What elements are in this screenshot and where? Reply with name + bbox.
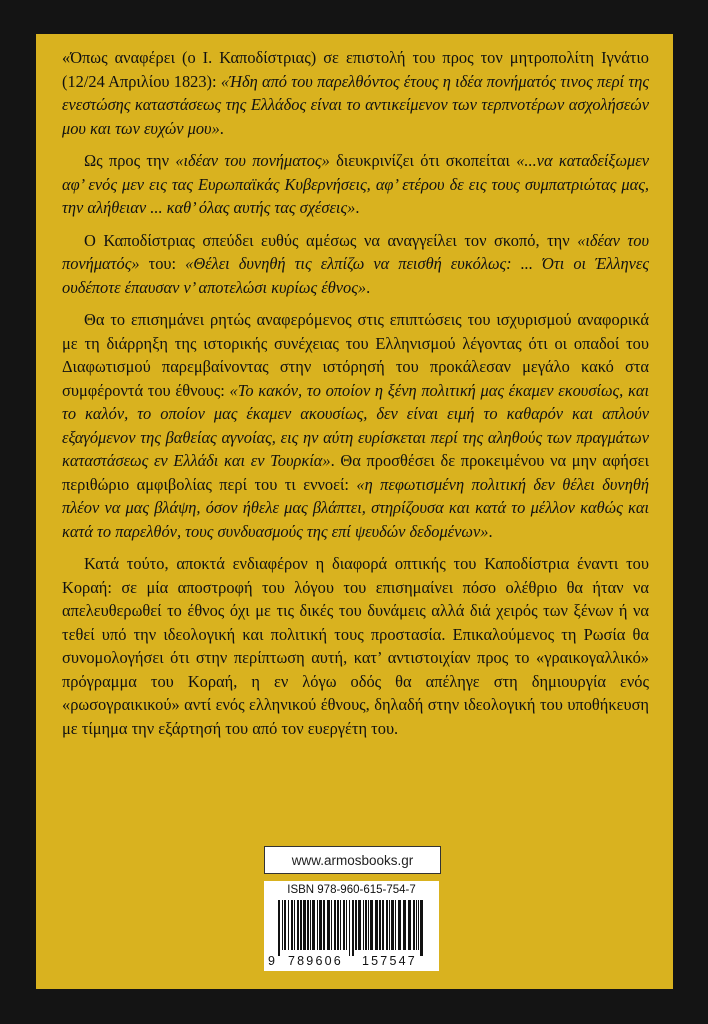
website-url: www.armosbooks.gr <box>291 852 414 868</box>
paragraph <box>62 229 649 300</box>
body-text: διευκρινίζει ότι σκοπείται <box>329 151 517 170</box>
quote-text: «Ήδη από του παρελθόντος έτους η ιδέα πονήματός τινος περί της ενεστώσης καταστάσεως της Ελλάδος είναι το αντικείμενον των τερπνοτέρων ασχολήσεών μου και των ευχών μου» <box>62 71 650 138</box>
body-text: του: <box>139 254 186 273</box>
quote-text: «ιδέαν του πονήματος» <box>175 151 330 170</box>
barcode-digits-left: 789606 <box>288 954 343 968</box>
paragraph <box>62 149 649 220</box>
quote-text: «Το κακόν, το οποίον η ξένη πολιτική μας έκαμεν εκουσίως, και το καλόν, το οποίον μας έκαμεν ακουσίως, δεν είναι ειμή το καθαρόν και απλούν εξαγόμενον της βαθείας αγνοίας, εις ην αύτη ευρίσκεται περί της αληθούς των πραγμάτων καταστάσεως εν Ελλάδι και εν Τουρκία» <box>62 380 649 470</box>
body-text: Ο Καποδίστριας σπεύδει ευθύς αμέσως να αναγγείλει τον σκοπό, την <box>84 230 578 250</box>
blurb-text <box>62 46 649 749</box>
back-cover-panel <box>36 34 673 989</box>
quote-text: «η πεφωτισμένη πολιτική δεν θέλει δυνηθή πλέον να μας βλάψη, όσον ήθελε μας βλάπτει, στηρίζουσα και κατά το μέλλον καθώς και κατά το παρελθόν, τους συνδυασμούς της επί ψευδών δεδομένων» <box>62 474 650 541</box>
quote-text: «...να καταδείξωμεν αφ’ ενός μεν εις τας Ευρωπαϊκάς Κυβερνήσεις, αφ’ ετέρου δε εις τους συμπατριώτας μας, την αλήθειαν ... καθ’ όλας αυτής τας σχέσεις» <box>62 151 649 217</box>
barcode-icon <box>278 900 425 956</box>
body-text: Κατά τούτο, αποκτά ενδιαφέρον η διαφορά οπτικής του Καποδίστρια έναντι του Κοραή: σε μία αποστροφή του λόγου του επισημαίνει πόσο ολέθριο θα ήταν να απελευθερωθεί το έθνος όχι με τις δικές του δυνάμεις αλλά διά χειρός των ξένων ή να τεθεί υπό την ιδεολογική και πολιτική τους προστασία. Επικαλούμενος τη Ρωσία θα συνομολογήσει ότι στην περίπτωση αυτή, κατ’ αντιστοιχίαν προς το «γραικογαλλικό» πρόγραμμα του Κοραή, η εν λόγω οδός θα απέληγε στη δημιουργία ενός «ρωσογραικικού» αντί ενός ελληνικού έθνους, δηλαδή στην ιδεολογική του υποθήκευση με τίμημα την εξάρτησή του από τον ευεργέτη του. <box>62 554 649 738</box>
body-text: Ως προς την <box>84 151 176 170</box>
body-text: . <box>488 521 493 541</box>
website-box <box>264 846 441 874</box>
body-text: . Θα προσθέσει δε προκειμένου να μην αφήσει περιθώριο αμφιβολίας περί του τι εννοεί: <box>62 451 649 494</box>
quote-text: «ιδέαν του πονήματός» <box>62 230 650 273</box>
paragraph <box>62 552 649 740</box>
body-text: . <box>366 277 371 297</box>
body-text: . <box>219 118 224 138</box>
body-text: . <box>355 198 360 217</box>
body-text: «Όπως αναφέρει (ο Ι. Καποδίστριας) σε επιστολή του προς τον μητροπολίτη Ιγνάτιο (12/24 Απριλίου 1823): <box>62 48 649 91</box>
barcode-box <box>264 881 439 971</box>
paragraph <box>62 308 649 543</box>
isbn-label: ISBN 978-960-615-754-7 <box>287 884 416 896</box>
barcode-digit-lead: 9 <box>268 954 275 968</box>
paragraph <box>62 46 649 140</box>
barcode-digits-right: 157547 <box>362 954 417 968</box>
body-text: Θα το επισημάνει ρητώς αναφερόμενος στις επιπτώσεις του ισχυρισμού αναφορικά με τη διάρρηξη της ιστορικής συνέχειας του Ελληνισμού λέγοντας ότι οι οπαδοί του Διαφωτισμού παρεμβαίνοντας στην ιστόρησή του προκάλεσαν μεγάλο κακό στα συμφέροντά του έθνους: <box>62 310 649 400</box>
quote-text: «Θέλει δυνηθή τις ελπίζω να πεισθή ευκόλως: ... Ότι οι Έλληνες ουδέποτε έπαυσαν ν’ αποτελώσι κυρίως έθνος» <box>62 254 649 297</box>
